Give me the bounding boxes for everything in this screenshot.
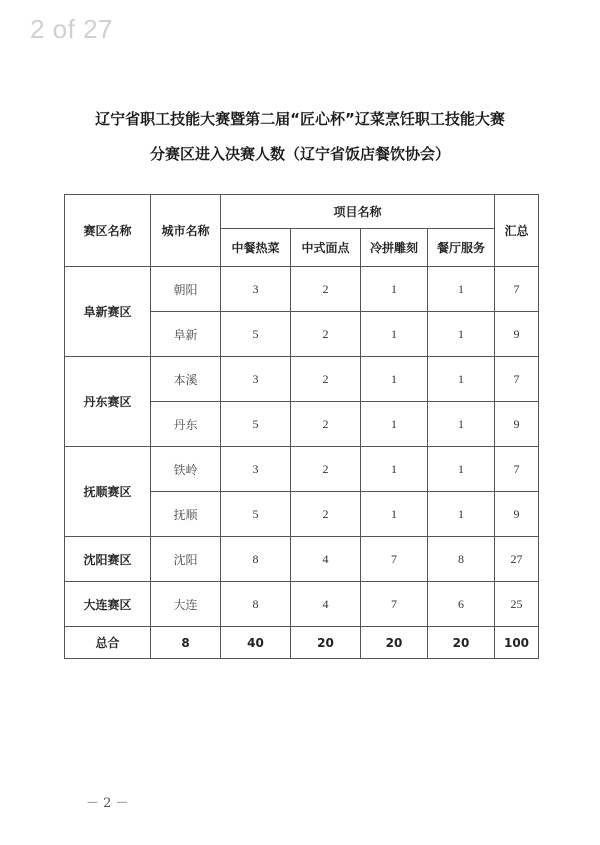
count-cell: 2 [291,402,361,447]
header-total: 汇总 [495,195,539,267]
row-total-cell: 7 [495,267,539,312]
count-cell: 1 [428,357,495,402]
table-row [65,357,539,402]
count-cell: 1 [361,447,428,492]
header-city: 城市名称 [151,195,221,267]
count-cell: 7 [361,582,428,627]
region-name: 沈阳赛区 [65,537,151,582]
count-cell: 1 [428,402,495,447]
region-name: 抚顺赛区 [65,447,151,537]
count-cell: 3 [221,357,291,402]
city-name: 丹东 [151,402,221,447]
page-indicator: 2 of 27 [30,14,114,44]
document-title: 辽宁省职工技能大赛暨第二届“匠心杯”辽菜烹饪职工技能大赛 [95,110,505,128]
summary-value: 20 [361,627,428,659]
row-total-cell: 25 [495,582,539,627]
row-total-cell: 7 [495,357,539,402]
count-cell: 3 [221,447,291,492]
header-region: 赛区名称 [65,195,151,267]
count-cell: 1 [361,402,428,447]
row-total-cell: 27 [495,537,539,582]
city-name: 沈阳 [151,537,221,582]
count-cell: 1 [428,492,495,537]
row-total-cell: 9 [495,402,539,447]
count-cell: 1 [428,267,495,312]
city-name: 本溪 [151,357,221,402]
count-cell: 3 [221,267,291,312]
count-cell: 4 [291,537,361,582]
row-total-cell: 9 [495,492,539,537]
count-cell: 2 [291,312,361,357]
table-header-row [65,195,539,229]
results-table [64,194,539,659]
region-name: 阜新赛区 [65,267,151,357]
city-name: 抚顺 [151,492,221,537]
count-cell: 5 [221,312,291,357]
summary-total: 100 [495,627,539,659]
count-cell: 5 [221,402,291,447]
table-row [65,537,539,582]
count-cell: 4 [291,582,361,627]
summary-value: 20 [291,627,361,659]
count-cell: 2 [291,447,361,492]
row-total-cell: 9 [495,312,539,357]
header-projects: 项目名称 [221,195,495,229]
page-number-footer: － 2 － [86,796,129,811]
summary-row [65,627,539,659]
count-cell: 2 [291,357,361,402]
header-category: 中式面点 [291,229,361,267]
document-subtitle: 分赛区进入决赛人数（辽宁省饭店餐饮协会） [149,145,450,163]
table-row [65,447,539,492]
count-cell: 1 [361,357,428,402]
header-category: 中餐热菜 [221,229,291,267]
count-cell: 6 [428,582,495,627]
city-name: 铁岭 [151,447,221,492]
count-cell: 5 [221,492,291,537]
count-cell: 1 [361,267,428,312]
table-row [65,582,539,627]
city-name: 阜新 [151,312,221,357]
count-cell: 8 [221,537,291,582]
summary-value: 20 [428,627,495,659]
summary-label: 总合 [65,627,151,659]
count-cell: 2 [291,267,361,312]
region-name: 大连赛区 [65,582,151,627]
header-category: 餐厅服务 [428,229,495,267]
count-cell: 1 [361,312,428,357]
count-cell: 2 [291,492,361,537]
summary-value: 40 [221,627,291,659]
count-cell: 8 [428,537,495,582]
row-total-cell: 7 [495,447,539,492]
header-category: 冷拼雕刻 [361,229,428,267]
region-name: 丹东赛区 [65,357,151,447]
count-cell: 8 [221,582,291,627]
city-name: 大连 [151,582,221,627]
city-name: 朝阳 [151,267,221,312]
table-row [65,267,539,312]
count-cell: 1 [361,492,428,537]
count-cell: 1 [428,312,495,357]
summary-city-count: 8 [151,627,221,659]
count-cell: 7 [361,537,428,582]
count-cell: 1 [428,447,495,492]
